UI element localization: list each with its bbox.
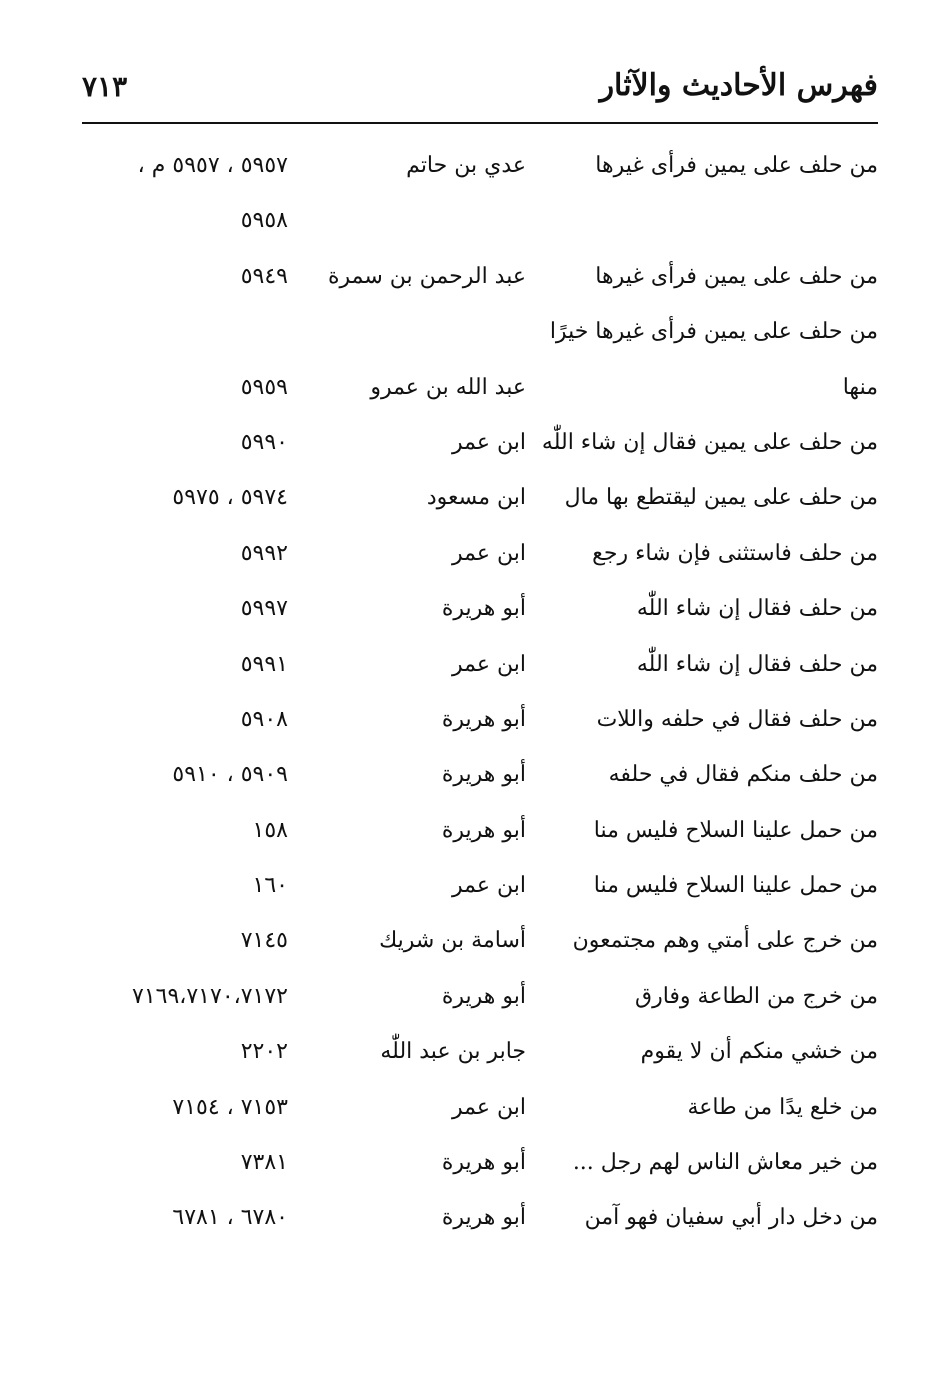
hadith-text: من حلف على يمين فرأى غيرها خيرًا [549,319,878,345]
hadith-text: من دخل دار أبي سفيان فهو آمن [584,1205,878,1231]
hadith-text: من خرج على أمتي وهم مجتمعون [572,928,878,954]
narrator-name: أبو هريرة [441,706,526,732]
index-entry [82,140,878,195]
index-entry [82,1026,878,1081]
index-entry [82,860,878,915]
hadith-numbers: ٥٩٩٧ [240,596,288,622]
page-number: ٧١٣ [82,70,128,103]
hadith-text: من خرج من الطاعة وفارق [635,983,878,1009]
narrator-name: ابن عمر [452,651,526,677]
hadith-text: من حلف فاستثنى فإن شاء رجع [592,540,878,566]
hadith-numbers: ٥٩٠٩ ، ٥٩١٠ [172,762,288,788]
hadith-text: من حلف فقال في حلفه واللات [596,706,878,732]
hadith-numbers: ٥٩٧٤ ، ٥٩٧٥ [172,485,288,511]
hadith-text: من حمل علينا السلاح فليس منا [593,873,878,899]
index-entry [82,694,878,749]
narrator-name: عدي بن حاتم [406,153,526,178]
hadith-text: من حلف على يمين فقال إن شاء اللّٰه [541,429,878,455]
index-entry [82,195,878,250]
hadith-numbers: ١٦٠ [252,873,288,899]
hadith-text: من حمل علينا السلاح فليس منا [593,817,878,843]
page-title: فهرس الأحاديث والآثار [599,68,878,103]
narrator-name: ابن عمر [452,1094,526,1120]
hadith-text: من حلف على يمين ليقتطع بها مال [564,485,878,511]
narrator-name: ابن عمر [452,540,526,566]
hadith-numbers: ٥٩٤٩ [240,263,288,289]
narrator-name: ابن عمر [452,429,526,455]
hadith-numbers: ٥٩٩١ [240,651,288,677]
hadith-text: من خلع يدًا من طاعة [687,1094,878,1120]
hadith-text: من حلف على يمين فرأى غيرها [595,263,878,289]
hadith-numbers: ٦٧٨٠ ، ٦٧٨١ [172,1205,288,1231]
hadith-numbers: ٥٩٥٩ [240,374,288,400]
index-entry [82,528,878,583]
index-entry [82,749,878,804]
index-entry [82,805,878,860]
hadith-text: من حلف منكم فقال في حلفه [608,762,878,788]
narrator-name: عبد الرحمن بن سمرة [328,263,526,289]
narrator-name: عبد الله بن عمرو [370,374,526,400]
hadith-text: من خشي منكم أن لا يقوم [640,1039,878,1065]
narrator-name: أبو هريرة [441,983,526,1009]
index-entry [82,915,878,970]
page-header [82,62,878,112]
narrator-name: أسامة بن شريك [379,928,526,954]
hadith-text: من خير معاش الناس لهم رجل ... [572,1150,878,1176]
index-entry [82,583,878,638]
index-entry [82,417,878,472]
narrator-name: ابن مسعود [426,485,526,511]
narrator-name: أبو هريرة [441,762,526,788]
index-entry [82,971,878,1026]
index-entry [82,1137,878,1192]
index-entry [82,251,878,306]
index-entry [82,362,878,417]
index-entry [82,1082,878,1137]
hadith-text: من حلف فقال إن شاء اللّٰه [636,651,878,677]
index-entry [82,639,878,694]
hadith-numbers: ٧٣٨١ [240,1150,288,1176]
hadith-numbers: ٥٩٥٨ [240,208,288,234]
index-entry [82,1192,878,1247]
hadith-numbers: ٥٩٩٠ [240,429,288,455]
narrator-name: أبو هريرة [441,596,526,622]
hadith-numbers: ٧١٤٥ [240,928,288,954]
hadith-text: من حلف فقال إن شاء اللّٰه [636,596,878,622]
hadith-text: من حلف على يمين فرأى غيرها [595,153,878,178]
narrator-name: ابن عمر [452,873,526,899]
hadith-numbers: ٢٢٠٢ [240,1039,288,1065]
narrator-name: أبو هريرة [441,817,526,843]
hadith-numbers: ٧١٦٩،٧١٧٠،٧١٧٢ [132,983,288,1009]
hadith-numbers: ١٥٨ [252,817,288,843]
hadith-numbers: ٥٩٥٧ ، ٥٩٥٧ م ، [137,153,288,178]
narrator-name: أبو هريرة [441,1205,526,1231]
index-entry [82,306,878,361]
narrator-name: جابر بن عبد اللّٰه [380,1039,526,1065]
narrator-name: أبو هريرة [441,1150,526,1176]
hadith-index-list [82,140,878,1248]
hadith-numbers: ٥٩٩٢ [240,540,288,566]
hadith-text: منها [842,374,878,400]
index-entry [82,472,878,527]
hadith-numbers: ٧١٥٣ ، ٧١٥٤ [172,1094,288,1120]
hadith-numbers: ٥٩٠٨ [240,706,288,732]
header-divider [82,122,878,124]
